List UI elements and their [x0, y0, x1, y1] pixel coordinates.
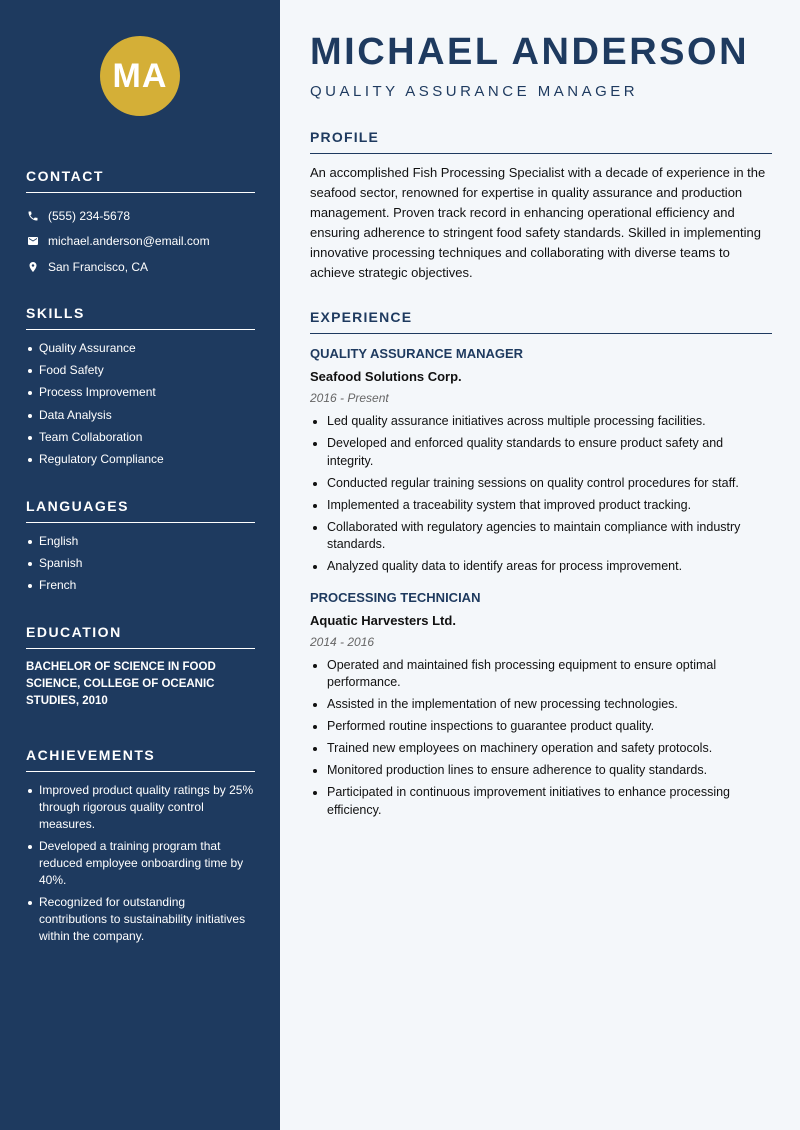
contact-phone: [26, 203, 255, 229]
initials-avatar: [100, 36, 180, 116]
duty-item: Implemented a traceability system that improved product tracking.: [310, 497, 772, 515]
achievements-list: [26, 782, 255, 945]
languages-list: [26, 533, 255, 594]
job-role: PROCESSING TECHNICIAN: [310, 589, 481, 605]
experience-heading: EXPERIENCE: [310, 309, 772, 334]
duty-item: Conducted regular training sessions on quality control procedures for staff.: [310, 475, 772, 493]
duty-item: Participated in continuous improvement initiatives to enhance processing efficiency.: [310, 784, 772, 819]
job-entry: [310, 590, 772, 820]
skills-heading: SKILLS: [26, 305, 255, 330]
education-section: [26, 624, 255, 710]
language-item: Spanish: [26, 555, 255, 572]
skill-item: Quality Assurance: [26, 340, 255, 357]
languages-section: [26, 498, 255, 600]
person-title: QUALITY ASSURANCE MANAGER: [310, 83, 639, 100]
duty-item: Developed and enforced quality standards to ensure product safety and integrity.: [310, 435, 772, 470]
phone-text: (555) 234-5678: [48, 208, 131, 223]
duty-item: Analyzed quality data to identify areas for process improvement.: [310, 558, 772, 576]
language-item: French: [26, 577, 255, 594]
location-pin-icon: [26, 260, 40, 274]
location-text: San Francisco, CA: [48, 259, 149, 274]
job-duties: [310, 413, 772, 576]
sidebar: [0, 0, 280, 1130]
job-entry: [310, 346, 772, 576]
person-name: MICHAEL ANDERSON: [310, 31, 750, 73]
skills-list: [26, 340, 255, 468]
contact-heading: CONTACT: [26, 168, 255, 193]
job-duties: [310, 657, 772, 820]
achievement-item: Improved product quality ratings by 25% through rigorous quality control measures.: [26, 782, 255, 833]
achievements-heading: ACHIEVEMENTS: [26, 747, 255, 772]
duty-item: Led quality assurance initiatives across multiple processing facilities.: [310, 413, 772, 431]
email-text: michael.anderson@email.com: [48, 234, 210, 249]
skill-item: Process Improvement: [26, 384, 255, 401]
languages-heading: LANGUAGES: [26, 498, 255, 523]
skill-item: Regulatory Compliance: [26, 451, 255, 468]
duty-item: Performed routine inspections to guarantee product quality.: [310, 718, 772, 736]
contact-section: [26, 168, 255, 280]
achievement-item: Developed a training program that reduced employee onboarding time by 40%.: [26, 838, 255, 889]
skill-item: Team Collaboration: [26, 429, 255, 446]
skills-section: [26, 305, 255, 473]
phone-icon: [26, 209, 40, 223]
duty-item: Collaborated with regulatory agencies to maintain compliance with industry standards.: [310, 519, 772, 554]
duty-item: Monitored production lines to ensure adherence to quality standards.: [310, 762, 772, 780]
education-heading: EDUCATION: [26, 624, 255, 649]
achievement-item: Recognized for outstanding contributions to sustainability initiatives within the company.: [26, 894, 255, 945]
duty-item: Trained new employees on machinery operation and safety protocols.: [310, 740, 772, 758]
experience-section: [310, 309, 772, 824]
job-company: Seafood Solutions Corp.: [310, 369, 462, 384]
profile-section: [310, 129, 772, 283]
contact-email: [26, 229, 255, 255]
language-item: English: [26, 533, 255, 550]
skill-item: Food Safety: [26, 362, 255, 379]
profile-heading: PROFILE: [310, 129, 772, 154]
job-company: Aquatic Harvesters Ltd.: [310, 612, 456, 628]
contact-location: [26, 254, 255, 280]
skill-item: Data Analysis: [26, 407, 255, 424]
job-dates: 2016 - Present: [310, 391, 389, 405]
contact-list: [26, 203, 255, 280]
duty-item: Operated and maintained fish processing equipment to ensure optimal performance.: [310, 657, 772, 692]
duty-item: Assisted in the implementation of new processing technologies.: [310, 696, 772, 714]
profile-text: An accomplished Fish Processing Specialist with a decade of experience in the seafood sector, renowned for expertise in quality assurance and production management. Proven track record in enhancing operational efficiency and ensuring adherence to stringent food safety standards. Skilled in implementing innovative processing techniques and collaborating with diverse teams to achieve strategic objectives.: [310, 165, 766, 280]
education-degree: BACHELOR OF SCIENCE IN FOOD SCIENCE, COLLEGE OF OCEANIC STUDIES, 2010: [26, 661, 216, 707]
job-role: QUALITY ASSURANCE MANAGER: [310, 346, 524, 361]
initials: MA: [112, 56, 168, 95]
job-dates: 2014 - 2016: [310, 634, 375, 649]
achievements-section: [26, 747, 255, 951]
email-icon: [26, 234, 40, 248]
